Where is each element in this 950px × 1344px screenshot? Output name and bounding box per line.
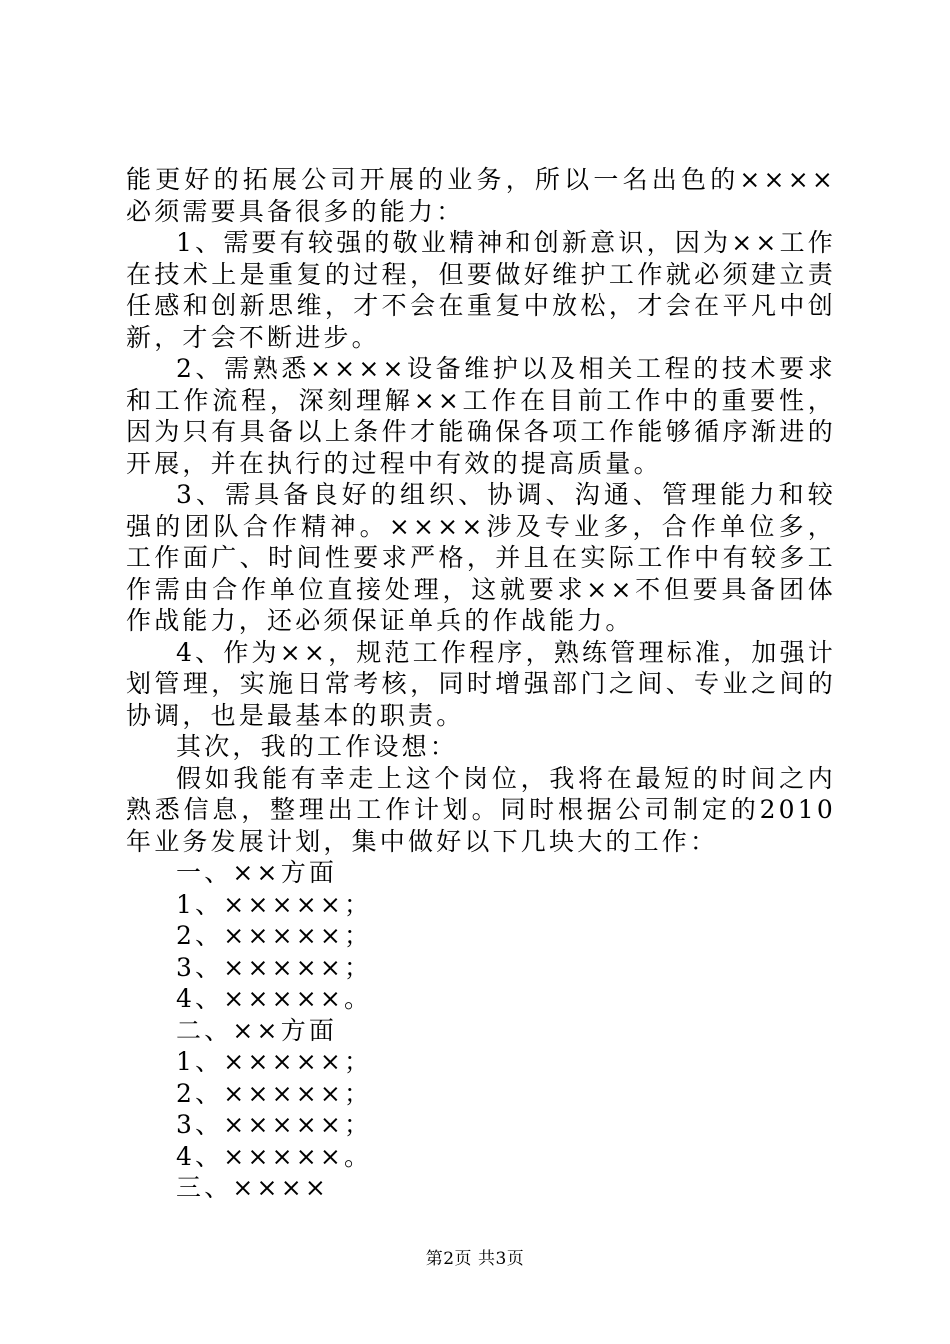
paragraph-work-plan: 假如我能有幸走上这个岗位，我将在最短的时间之内熟悉信息，整理出工作计划。同时根据公司制定的2010年业务发展计划，集中做好以下几块大的工作： — [126, 763, 836, 856]
list-item: 3、×××××； — [176, 1110, 373, 1139]
paragraph-next-heading: 其次，我的工作设想： — [176, 732, 459, 761]
list-item: 1、×××××； — [176, 1047, 373, 1076]
list-item: 1、×××××； — [176, 889, 373, 919]
list-item: 4、×××××。 — [176, 1141, 373, 1171]
list-item: 3、×××××； — [176, 952, 373, 982]
page-number-footer: 第2页 共3页 — [425, 1249, 525, 1269]
list-item: 4、×××××。 — [176, 984, 373, 1013]
list-item: 2、×××××； — [176, 921, 373, 950]
paragraph-point-2: 2、需熟悉××××设备维护以及相关工程的技术要求和工作流程，深刻理解××工作在目前工作中的重要性，因为只有具备以上条件才能确保各项工作能够循序渐进的开展，并在执行的过程中有效的提高质量。 — [126, 354, 836, 478]
paragraph-point-1: 1、需要有较强的敬业精神和创新意识，因为××工作在技术上是重复的过程，但要做好维护工作就必须建立责任感和创新思维，才不会在重复中放松，才会在平凡中创新，才会不断进步。 — [126, 228, 836, 352]
list-item: 2、×××××； — [176, 1078, 373, 1108]
section-heading-3: 三、×××× — [176, 1173, 329, 1202]
paragraph-point-4: 4、作为××，规范工作程序，熟练管理标准，加强计划管理，实施日常考核，同时增强部门之间、专业之间的协调，也是最基本的职责。 — [126, 637, 836, 730]
document-body — [126, 164, 836, 1204]
section-heading-1: 一、××方面 — [176, 858, 338, 887]
paragraph-intro: 能更好的拓展公司开展的业务，所以一名出色的××××必须需要具备很多的能力： — [126, 165, 836, 226]
paragraph-point-3: 3、需具备良好的组织、协调、沟通、管理能力和较强的团队合作精神。××××涉及专业多，合作单位多，工作面广、时间性要求严格，并且在实际工作中有较多工作需由合作单位直接处理，这就要求××不但要具备团体作战能力，还必须保证单兵的作战能力。 — [126, 480, 836, 635]
section-heading-2: 二、××方面 — [176, 1015, 338, 1045]
